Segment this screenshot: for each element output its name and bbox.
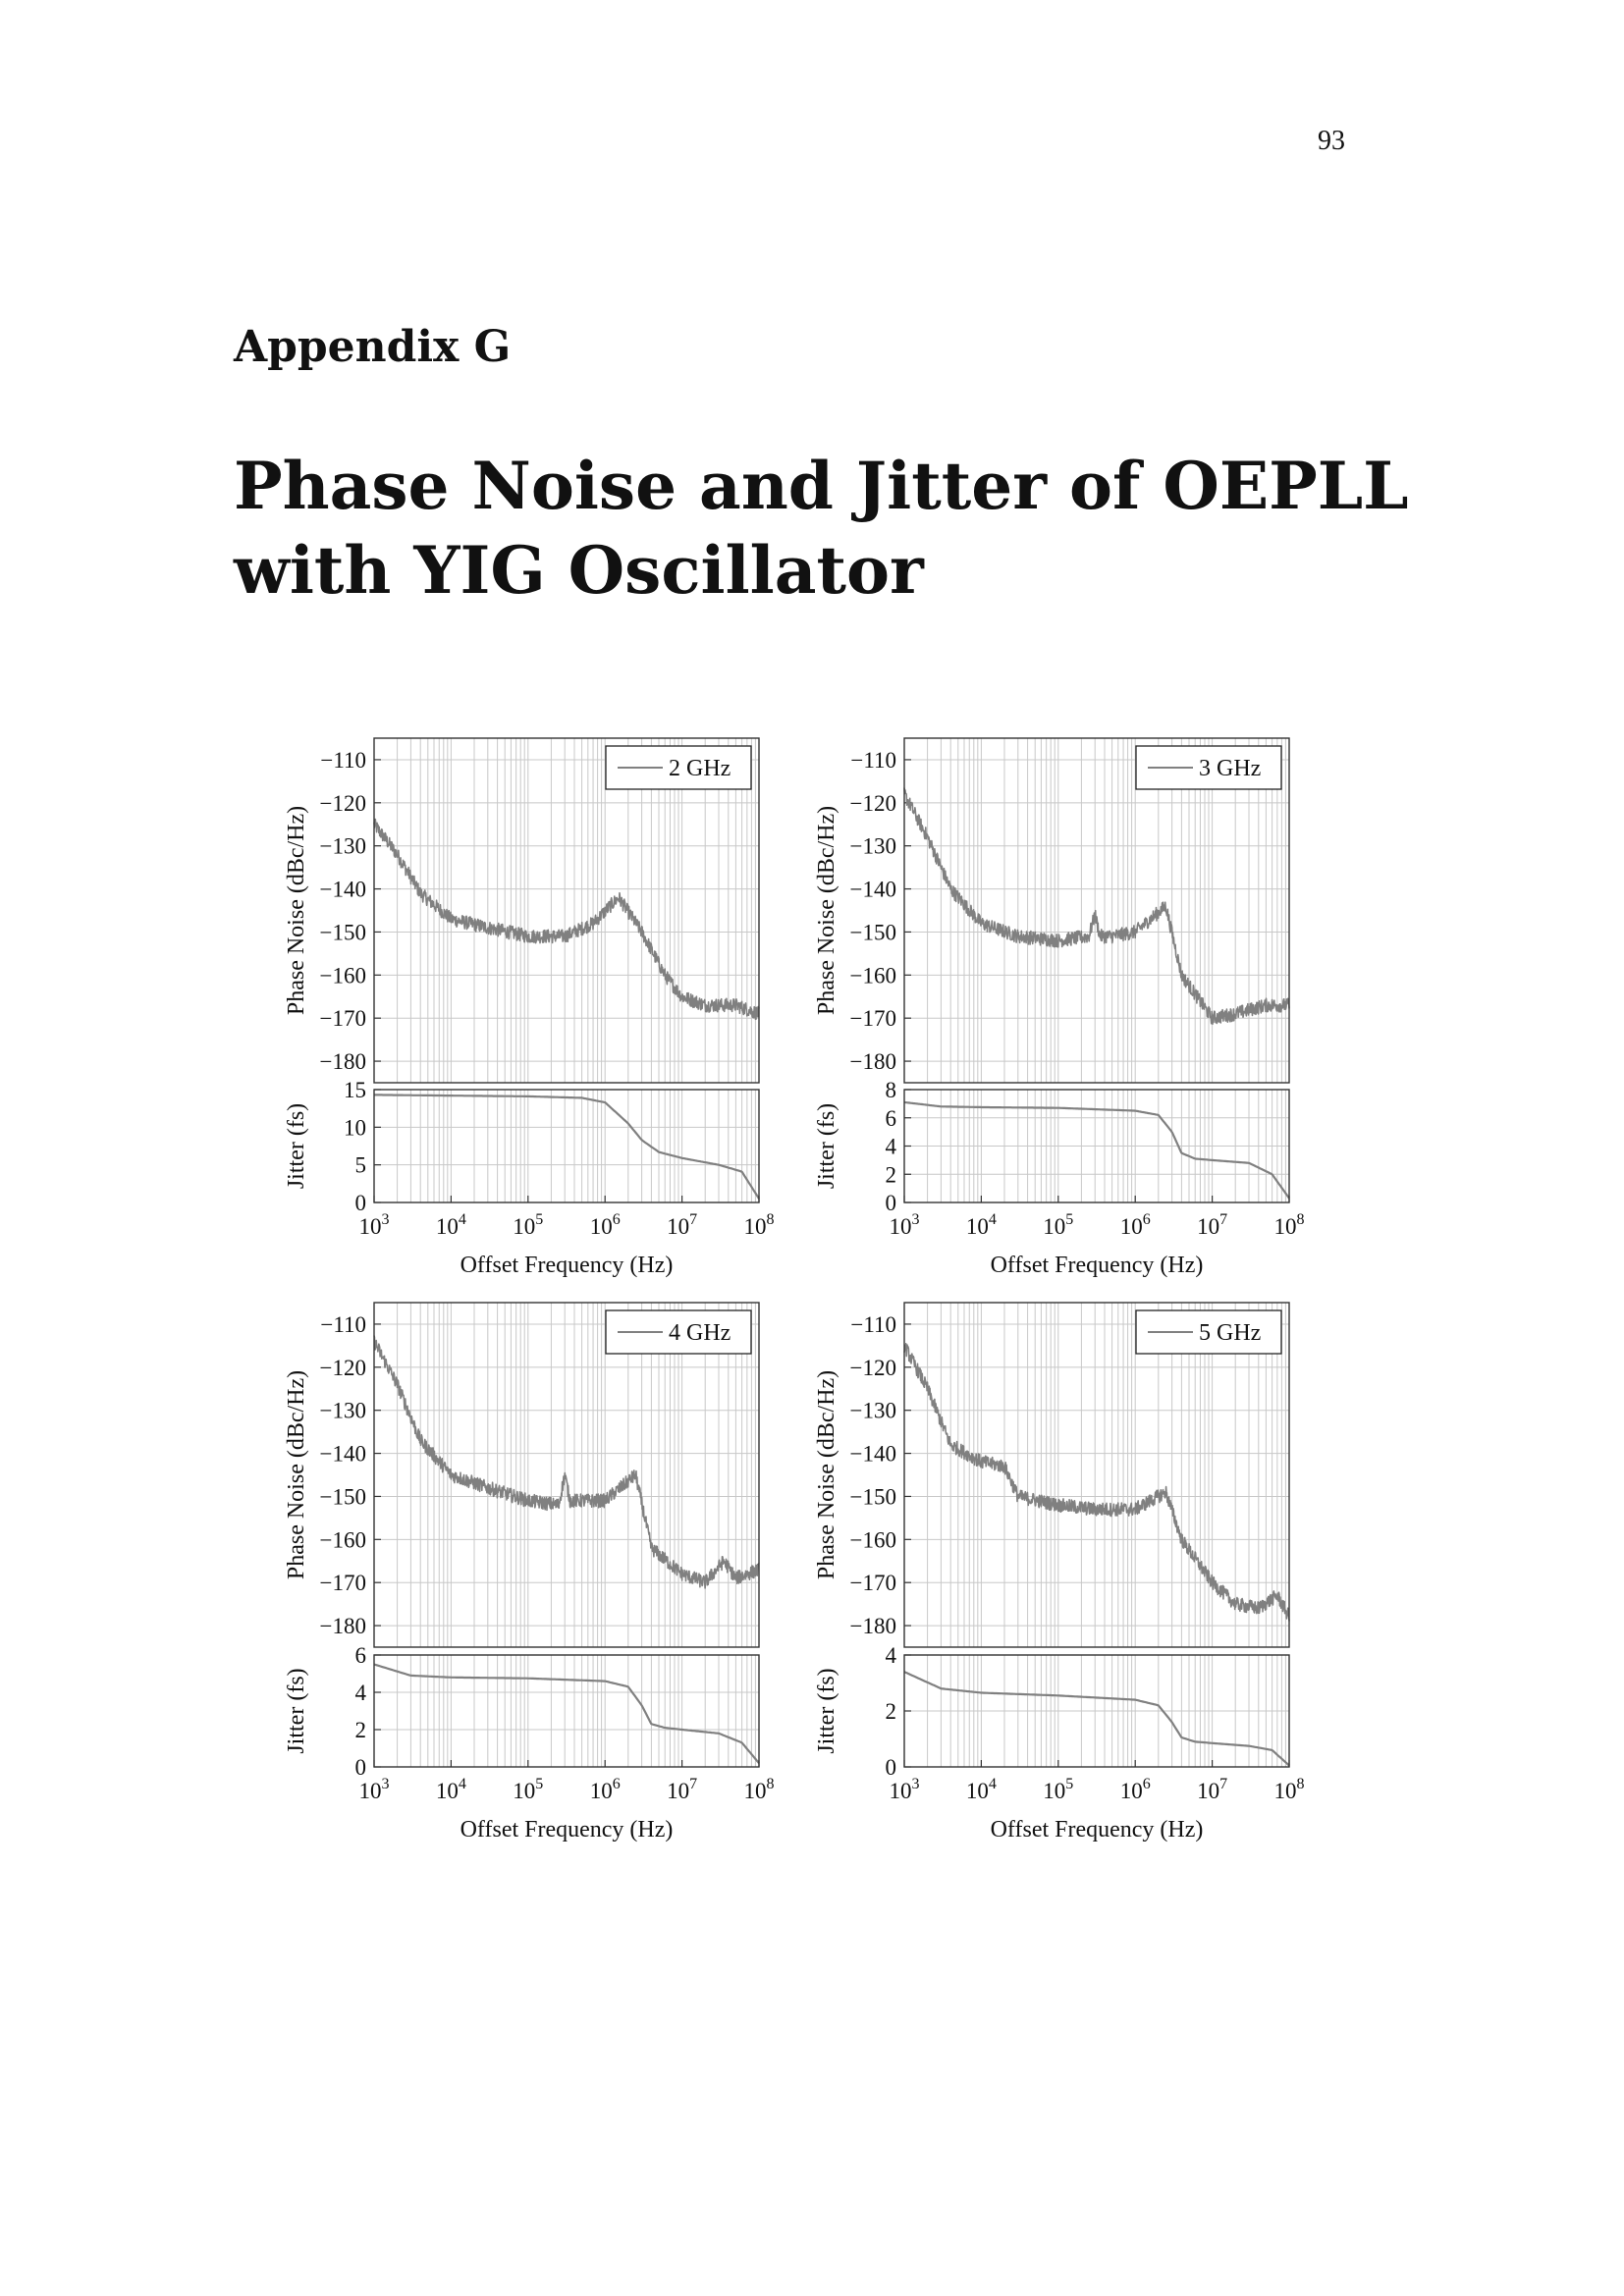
jitter-subplot xyxy=(284,1078,759,1215)
y-tick-label: −120 xyxy=(319,1355,366,1380)
y-tick-label: −140 xyxy=(849,1441,896,1467)
phase-noise-ylabel: Phase Noise (dBc/Hz) xyxy=(284,805,309,1016)
y-tick-label: −110 xyxy=(320,1311,366,1337)
y-tick-label: 6 xyxy=(885,1105,896,1131)
y-tick-label: −130 xyxy=(319,833,366,859)
chart-panel-3 xyxy=(284,1303,775,1842)
y-tick-label: 15 xyxy=(344,1078,366,1102)
y-tick-label: 8 xyxy=(885,1078,896,1102)
legend-label: 3 GHz xyxy=(1199,756,1262,781)
y-tick-label: 0 xyxy=(885,1755,896,1780)
y-tick-label: 2 xyxy=(354,1718,366,1742)
phase-noise-trace xyxy=(904,788,1289,1025)
y-tick-label: −180 xyxy=(319,1049,366,1075)
phase-noise-ylabel: Phase Noise (dBc/Hz) xyxy=(814,805,839,1016)
y-tick-label: −150 xyxy=(319,920,366,945)
legend-label: 5 GHz xyxy=(1199,1320,1262,1346)
phase-noise-subplot xyxy=(284,738,759,1083)
y-tick-label: 4 xyxy=(885,1643,896,1668)
appendix-label: Appendix G xyxy=(234,322,512,372)
legend xyxy=(1136,746,1281,789)
x-axis-label: Offset Frequency (Hz) xyxy=(460,1817,674,1842)
y-tick-label: −150 xyxy=(849,1484,896,1510)
x-tick-label: $10^8$ xyxy=(743,1776,775,1803)
y-tick-label: 5 xyxy=(354,1152,366,1178)
phase-noise-frame xyxy=(374,1303,759,1647)
legend xyxy=(606,1310,751,1354)
x-tick-label: $10^7$ xyxy=(1197,1211,1228,1239)
x-tick-label: $10^6$ xyxy=(589,1211,621,1239)
x-tick-label: $10^3$ xyxy=(889,1776,920,1803)
x-tick-label: $10^5$ xyxy=(513,1211,544,1239)
jitter-subplot xyxy=(284,1643,759,1780)
phase-noise-frame xyxy=(904,738,1289,1083)
y-tick-label: 2 xyxy=(885,1699,896,1724)
legend-label: 2 GHz xyxy=(669,756,731,781)
x-tick-label: $10^5$ xyxy=(513,1776,544,1803)
chapter-title-line-2: with YIG Oscillator xyxy=(234,532,924,609)
y-tick-label: −150 xyxy=(319,1484,366,1510)
phase-noise-ylabel: Phase Noise (dBc/Hz) xyxy=(814,1369,839,1580)
y-tick-label: −110 xyxy=(850,1311,896,1337)
y-tick-label: −170 xyxy=(319,1571,366,1596)
y-tick-label: −160 xyxy=(849,1527,896,1553)
jitter-ylabel: Jitter (fs) xyxy=(284,1668,309,1754)
y-tick-label: −140 xyxy=(319,877,366,902)
phase-noise-frame xyxy=(904,1303,1289,1647)
x-tick-label: $10^7$ xyxy=(1197,1776,1228,1803)
y-tick-label: −130 xyxy=(849,1398,896,1423)
y-tick-label: −120 xyxy=(319,790,366,816)
x-tick-label: $10^6$ xyxy=(1119,1776,1151,1803)
x-axis-label: Offset Frequency (Hz) xyxy=(460,1253,674,1278)
x-tick-label: $10^5$ xyxy=(1043,1211,1074,1239)
phase-noise-subplot xyxy=(284,1303,759,1647)
y-tick-label: −110 xyxy=(320,747,366,773)
x-tick-label: $10^8$ xyxy=(1273,1211,1305,1239)
jitter-subplot xyxy=(814,1078,1289,1215)
y-tick-label: −160 xyxy=(319,963,366,988)
jitter-ylabel: Jitter (fs) xyxy=(814,1668,839,1754)
x-tick-label: $10^7$ xyxy=(667,1776,698,1803)
phase-noise-trace xyxy=(904,1344,1289,1622)
x-tick-label: $10^8$ xyxy=(1273,1776,1305,1803)
y-tick-label: 2 xyxy=(885,1162,896,1188)
y-tick-label: −130 xyxy=(319,1398,366,1423)
chart-panel-4 xyxy=(814,1303,1305,1842)
y-tick-label: 10 xyxy=(344,1115,366,1141)
x-tick-label: $10^8$ xyxy=(743,1211,775,1239)
y-tick-label: −130 xyxy=(849,833,896,859)
legend-label: 4 GHz xyxy=(669,1320,731,1346)
jitter-frame xyxy=(374,1090,759,1202)
jitter-frame xyxy=(374,1655,759,1767)
y-tick-label: −180 xyxy=(319,1614,366,1639)
y-tick-label: 0 xyxy=(354,1755,366,1780)
x-axis-label: Offset Frequency (Hz) xyxy=(990,1817,1204,1842)
y-tick-label: −110 xyxy=(850,747,896,773)
y-tick-label: −160 xyxy=(319,1527,366,1553)
y-tick-label: 4 xyxy=(885,1134,896,1159)
chart-panel-2 xyxy=(814,738,1305,1278)
y-tick-label: 0 xyxy=(354,1191,366,1215)
chapter-title-line-1: Phase Noise and Jitter of OEPLL xyxy=(234,448,1409,524)
phase-noise-trace xyxy=(374,820,759,1020)
jitter-trace xyxy=(904,1102,1289,1199)
legend xyxy=(606,746,751,789)
x-tick-label: $10^4$ xyxy=(435,1211,466,1239)
y-tick-label: −120 xyxy=(849,790,896,816)
phase-noise-trace xyxy=(374,1336,759,1588)
legend xyxy=(1136,1310,1281,1354)
chart-panel-1 xyxy=(284,738,775,1278)
x-tick-label: $10^7$ xyxy=(667,1211,698,1239)
y-tick-label: 6 xyxy=(354,1643,366,1668)
y-tick-label: −170 xyxy=(849,1571,896,1596)
x-tick-label: $10^4$ xyxy=(435,1776,466,1803)
y-tick-label: −120 xyxy=(849,1355,896,1380)
y-tick-label: −170 xyxy=(319,1006,366,1032)
x-tick-label: $10^4$ xyxy=(965,1211,997,1239)
page-number: 93 xyxy=(1318,126,1345,156)
y-tick-label: −180 xyxy=(849,1614,896,1639)
y-tick-label: 0 xyxy=(885,1191,896,1215)
phase-noise-frame xyxy=(374,738,759,1083)
phase-noise-ylabel: Phase Noise (dBc/Hz) xyxy=(284,1369,309,1580)
x-tick-label: $10^3$ xyxy=(889,1211,920,1239)
jitter-subplot xyxy=(814,1643,1289,1780)
x-tick-label: $10^4$ xyxy=(965,1776,997,1803)
jitter-trace xyxy=(374,1095,759,1199)
x-tick-label: $10^3$ xyxy=(358,1211,390,1239)
y-tick-label: −140 xyxy=(849,877,896,902)
jitter-ylabel: Jitter (fs) xyxy=(284,1102,309,1190)
x-tick-label: $10^6$ xyxy=(1119,1211,1151,1239)
x-axis-label: Offset Frequency (Hz) xyxy=(990,1253,1204,1278)
y-tick-label: −150 xyxy=(849,920,896,945)
jitter-ylabel: Jitter (fs) xyxy=(814,1102,839,1190)
jitter-trace xyxy=(904,1672,1289,1766)
phase-noise-subplot xyxy=(814,738,1289,1083)
x-tick-label: $10^6$ xyxy=(589,1776,621,1803)
jitter-trace xyxy=(374,1665,759,1764)
y-tick-label: 4 xyxy=(354,1681,366,1705)
y-tick-label: −180 xyxy=(849,1049,896,1075)
y-tick-label: −140 xyxy=(319,1441,366,1467)
x-tick-label: $10^3$ xyxy=(358,1776,390,1803)
phase-noise-subplot xyxy=(814,1303,1289,1647)
x-tick-label: $10^5$ xyxy=(1043,1776,1074,1803)
y-tick-label: −160 xyxy=(849,963,896,988)
y-tick-label: −170 xyxy=(849,1006,896,1032)
